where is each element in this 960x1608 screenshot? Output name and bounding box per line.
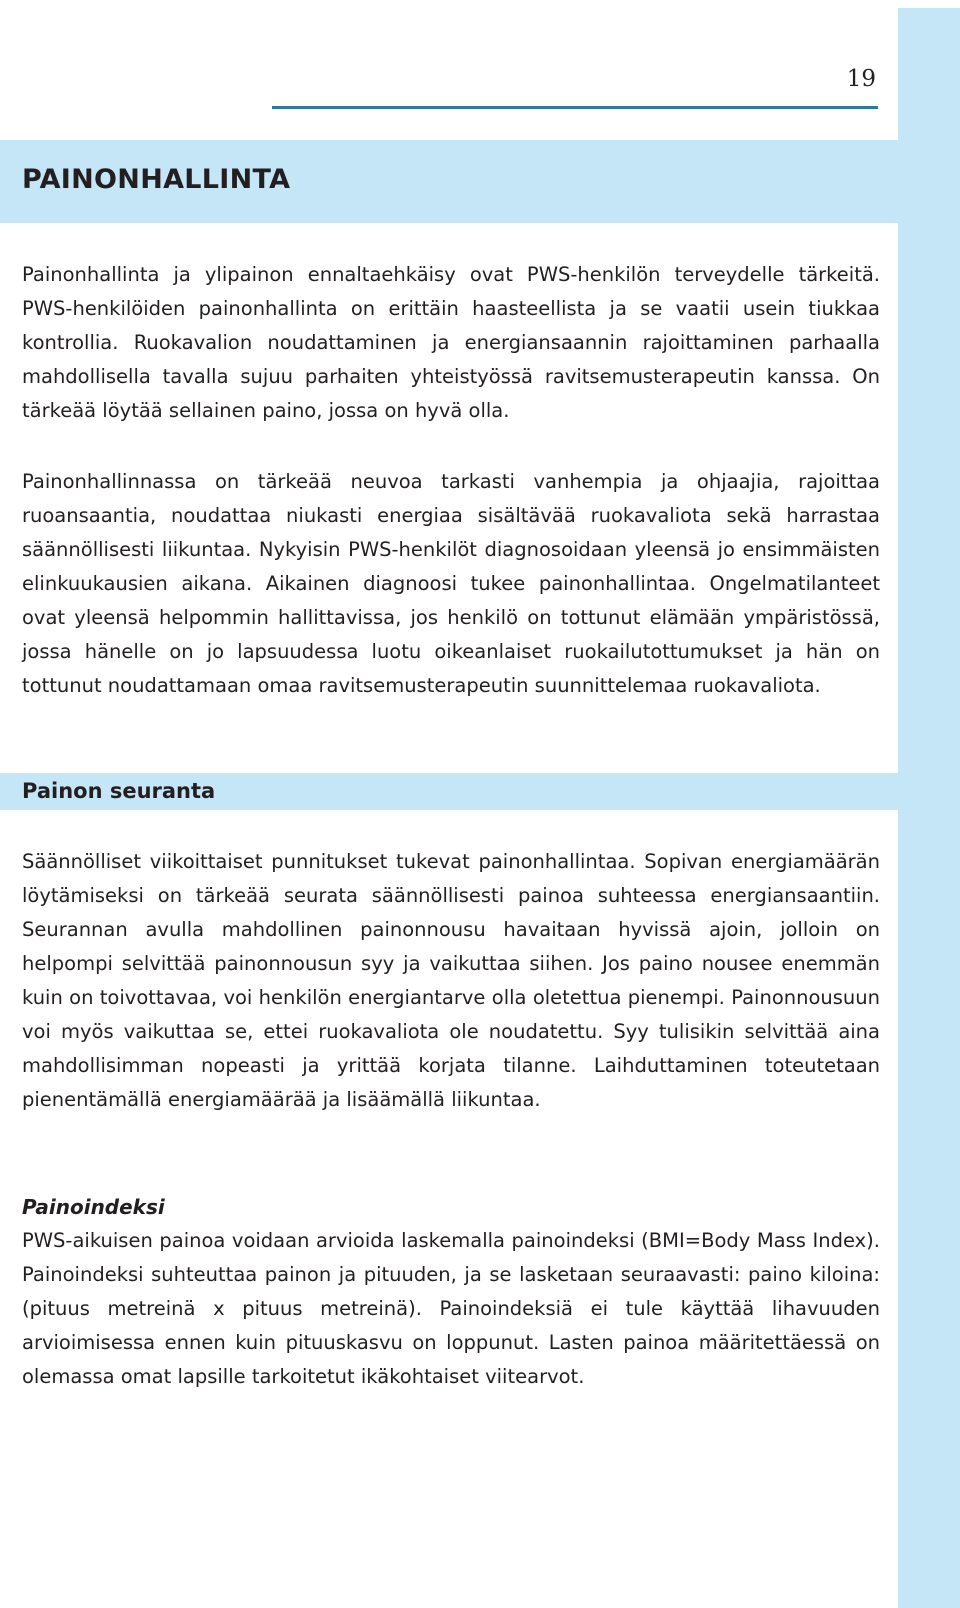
section-heading: Painon seuranta bbox=[22, 779, 216, 803]
intro-paragraph: Painonhallinta ja ylipainon ennaltaehkäisy ovat PWS-henkilön terveydelle tärkeitä. PWS-henkilöiden painonhallinta on erittäin haasteellista ja se vaatii usein tiukkaa kontrollia. Ruokavalion noudattaminen ja energiansaannin rajoittaminen parhaalla mahdollisella tavalla sujuu parhaiten yhteistyössä ravitsemusterapeutin kanssa. On tärkeää löytää sellainen paino, jossa on hyvä olla. bbox=[22, 263, 880, 422]
page-title: PAINONHALLINTA bbox=[22, 164, 291, 195]
section-paragraph: Säännölliset viikoittaiset punnitukset tukevat painonhallintaa. Sopivan energiamäärän löytämiseksi on tärkeää seurata säännöllisesti painoa suhteessa energiansaantiin. Seurannan avulla mahdollinen painonnousu havaitaan hyvissä ajoin, jolloin on helpompi selvittää painonnousun syy ja vaikuttaa siihen. Jos paino nousee enemmän kuin on toivottavaa, voi henkilön energiantarve olla oletettua pienempi. Painonnousuun voi myös vaikuttaa se, ettei ruokavaliota ole noudatettu. Syy tulisikin selvittää aina mahdollisimman nopeasti ja yrittää korjata tilanne. Laihduttaminen toteutetaan pienentämällä energiamäärää ja lisäämällä liikuntaa. bbox=[22, 850, 880, 1111]
page-number: 19 bbox=[846, 66, 876, 92]
header-rule bbox=[272, 106, 878, 109]
subsection-heading: Painoindeksi bbox=[22, 1195, 165, 1219]
subsection-paragraph: PWS-aikuisen painoa voidaan arvioida laskemalla painoindeksi (BMI=Body Mass Index). Painoindeksi suhteuttaa painon ja pituuden, ja se lasketaan seuraavasti: paino kiloina: (pituus metreinä x pituus metreinä). Painoindeksiä ei tule käyttää lihavuuden arvioimisessa ennen kuin pituuskasvu on loppunut. Lasten painoa määritettäessä on olemassa omat lapsille tarkoitetut ikäkohtaiset viitearvot. bbox=[22, 1229, 880, 1388]
guidance-paragraph: Painonhallinnassa on tärkeää neuvoa tarkasti vanhempia ja ohjaajia, rajoittaa ruoansaantia, noudattaa niukasti energiaa sisältävää ruokavaliota sekä harrastaa säännöllisesti liikuntaa. Nykyisin PWS-henkilöt diagnosoidaan yleensä jo ensimmäisten elinkuukausien aikana. Aikainen diagnoosi tukee painonhallintaa. Ongelmatilanteet ovat yleensä helpommin hallittavissa, jos henkilö on tottunut elämään ympäristössä, jossa hänelle on jo lapsuudessa luotu oikeanlaiset ruokailutottumukset ja hän on tottunut noudattamaan omaa ravitsemusterapeutin suunnittelemaa ruokavaliota. bbox=[22, 470, 880, 697]
side-color-strip bbox=[898, 8, 960, 1608]
